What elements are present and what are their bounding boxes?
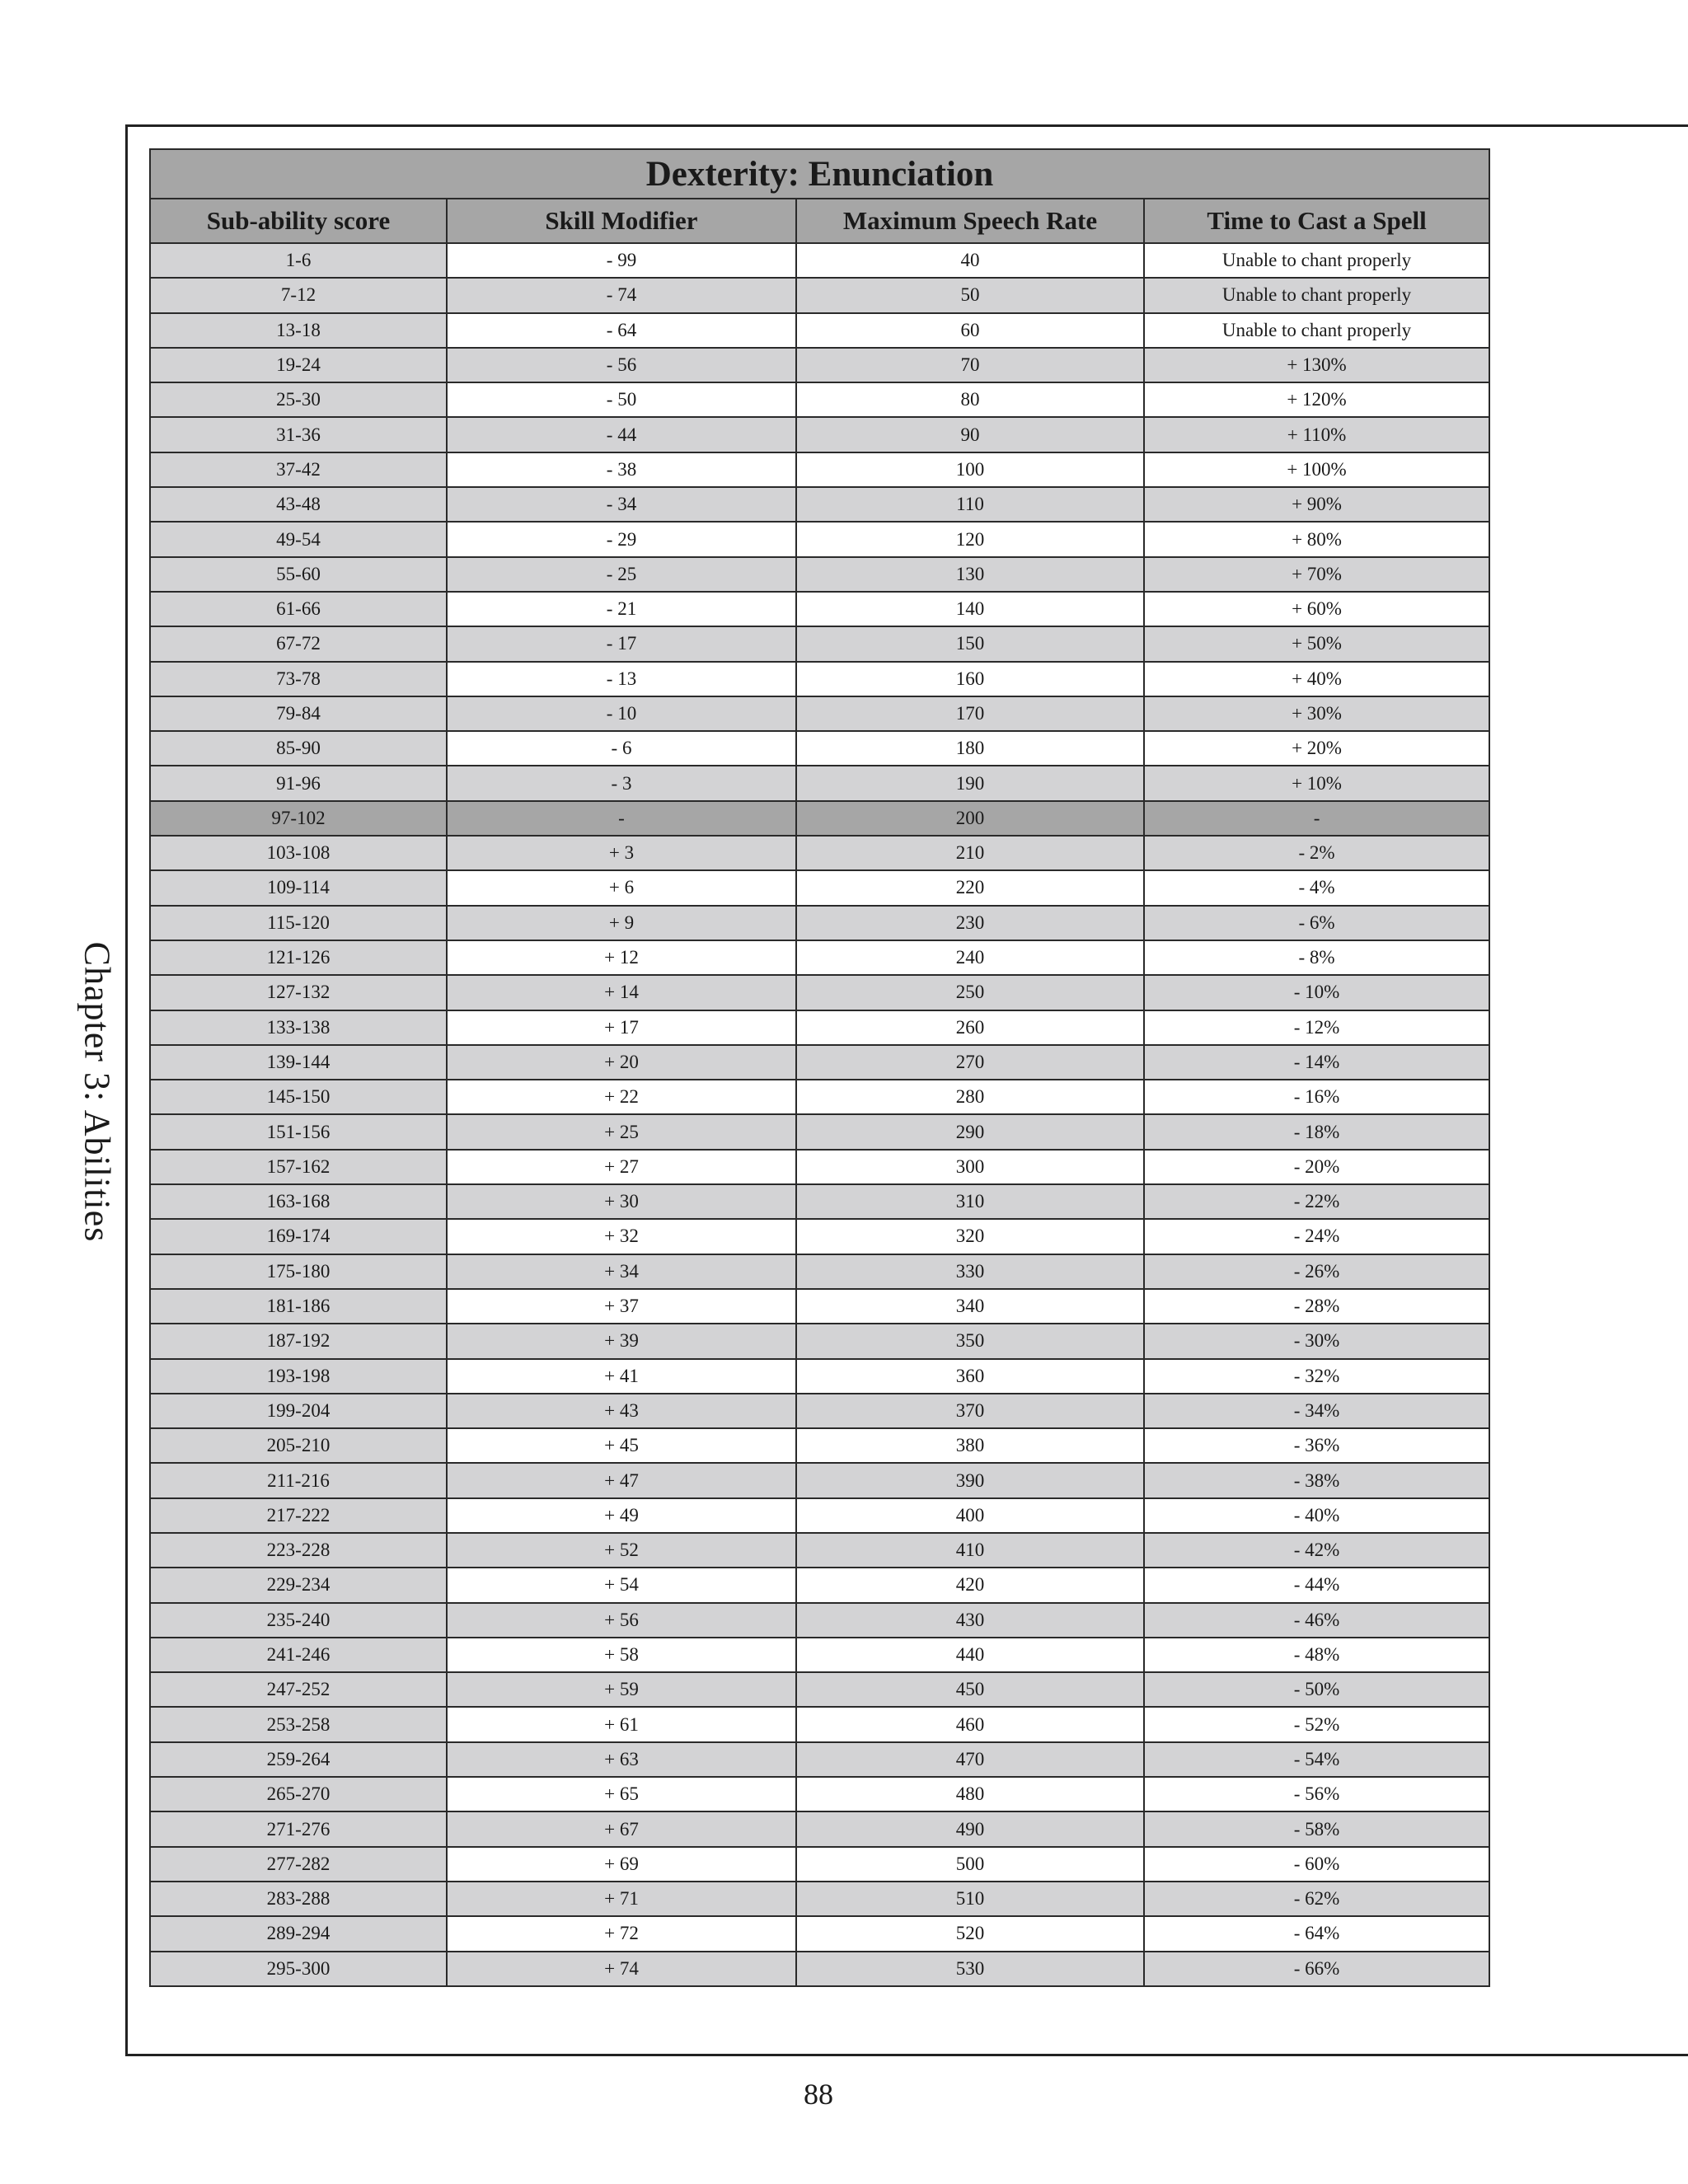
cell-sub-ability-score: 187-192 <box>150 1324 447 1358</box>
cell-skill-modifier: + 56 <box>447 1603 796 1638</box>
header-sub-ability-score: Sub-ability score <box>150 199 447 243</box>
cell-speech-rate: 200 <box>796 801 1144 836</box>
cell-speech-rate: 290 <box>796 1114 1144 1149</box>
cell-cast-time: - 20% <box>1144 1150 1489 1184</box>
cell-sub-ability-score: 85-90 <box>150 731 447 766</box>
table-row <box>150 1010 1489 1045</box>
cell-cast-time: - 46% <box>1144 1603 1489 1638</box>
cell-skill-modifier: - 74 <box>447 278 796 312</box>
cell-speech-rate: 90 <box>796 417 1144 452</box>
cell-skill-modifier: + 32 <box>447 1219 796 1254</box>
cell-speech-rate: 110 <box>796 487 1144 522</box>
cell-sub-ability-score: 37-42 <box>150 452 447 487</box>
cell-cast-time: - 62% <box>1144 1882 1489 1916</box>
table-row <box>150 1254 1489 1289</box>
cell-sub-ability-score: 283-288 <box>150 1882 447 1916</box>
table-row <box>150 1603 1489 1638</box>
cell-sub-ability-score: 25-30 <box>150 382 447 417</box>
table-title: Dexterity: Enunciation <box>150 149 1489 199</box>
cell-speech-rate: 520 <box>796 1916 1144 1951</box>
cell-skill-modifier: + 12 <box>447 940 796 975</box>
cell-speech-rate: 390 <box>796 1463 1144 1497</box>
table-row <box>150 452 1489 487</box>
cell-skill-modifier: - 38 <box>447 452 796 487</box>
table-row <box>150 1463 1489 1497</box>
cell-speech-rate: 370 <box>796 1394 1144 1428</box>
cell-sub-ability-score: 91-96 <box>150 766 447 800</box>
table-row <box>150 1114 1489 1149</box>
cell-skill-modifier: - 64 <box>447 313 796 348</box>
table-row <box>150 487 1489 522</box>
cell-sub-ability-score: 7-12 <box>150 278 447 312</box>
cell-sub-ability-score: 79-84 <box>150 696 447 731</box>
cell-cast-time: Unable to chant properly <box>1144 313 1489 348</box>
cell-speech-rate: 480 <box>796 1777 1144 1811</box>
table-row <box>150 1707 1489 1741</box>
cell-sub-ability-score: 67-72 <box>150 626 447 661</box>
cell-speech-rate: 460 <box>796 1707 1144 1741</box>
cell-speech-rate: 410 <box>796 1533 1144 1568</box>
cell-speech-rate: 100 <box>796 452 1144 487</box>
cell-sub-ability-score: 61-66 <box>150 592 447 626</box>
cell-skill-modifier: + 69 <box>447 1847 796 1882</box>
table-row <box>150 1080 1489 1114</box>
cell-speech-rate: 330 <box>796 1254 1144 1289</box>
table-row <box>150 1568 1489 1602</box>
cell-cast-time: + 110% <box>1144 417 1489 452</box>
cell-cast-time: + 50% <box>1144 626 1489 661</box>
cell-speech-rate: 450 <box>796 1672 1144 1707</box>
cell-sub-ability-score: 157-162 <box>150 1150 447 1184</box>
header-maximum-speech-rate: Maximum Speech Rate <box>796 199 1144 243</box>
cell-cast-time: + 60% <box>1144 592 1489 626</box>
cell-cast-time: - 12% <box>1144 1010 1489 1045</box>
cell-skill-modifier: + 37 <box>447 1289 796 1324</box>
cell-sub-ability-score: 247-252 <box>150 1672 447 1707</box>
cell-cast-time: - 8% <box>1144 940 1489 975</box>
cell-speech-rate: 50 <box>796 278 1144 312</box>
cell-sub-ability-score: 49-54 <box>150 522 447 556</box>
cell-skill-modifier: + 54 <box>447 1568 796 1602</box>
table-row <box>150 522 1489 556</box>
cell-cast-time: - 14% <box>1144 1045 1489 1080</box>
cell-sub-ability-score: 145-150 <box>150 1080 447 1114</box>
cell-cast-time: + 30% <box>1144 696 1489 731</box>
cell-sub-ability-score: 121-126 <box>150 940 447 975</box>
table-row <box>150 1394 1489 1428</box>
cell-cast-time: - 38% <box>1144 1463 1489 1497</box>
table-row <box>150 1916 1489 1951</box>
cell-speech-rate: 210 <box>796 836 1144 870</box>
table-row <box>150 906 1489 940</box>
table-row <box>150 417 1489 452</box>
cell-skill-modifier: + 71 <box>447 1882 796 1916</box>
cell-sub-ability-score: 211-216 <box>150 1463 447 1497</box>
table-row <box>150 1428 1489 1463</box>
table-row <box>150 592 1489 626</box>
cell-skill-modifier: + 52 <box>447 1533 796 1568</box>
cell-skill-modifier: - 29 <box>447 522 796 556</box>
cell-sub-ability-score: 163-168 <box>150 1184 447 1219</box>
table-row <box>150 1742 1489 1777</box>
cell-speech-rate: 350 <box>796 1324 1144 1358</box>
table-row <box>150 1811 1489 1846</box>
cell-speech-rate: 280 <box>796 1080 1144 1114</box>
cell-sub-ability-score: 259-264 <box>150 1742 447 1777</box>
cell-speech-rate: 120 <box>796 522 1144 556</box>
cell-skill-modifier: + 72 <box>447 1916 796 1951</box>
table-row <box>150 1184 1489 1219</box>
cell-speech-rate: 310 <box>796 1184 1144 1219</box>
cell-skill-modifier: + 3 <box>447 836 796 870</box>
cell-skill-modifier: - <box>447 801 796 836</box>
cell-skill-modifier: - 10 <box>447 696 796 731</box>
cell-cast-time: - 66% <box>1144 1952 1489 1986</box>
cell-skill-modifier: + 17 <box>447 1010 796 1045</box>
table-row <box>150 940 1489 975</box>
cell-skill-modifier: + 27 <box>447 1150 796 1184</box>
table-header-row <box>150 199 1489 243</box>
table-row <box>150 348 1489 382</box>
cell-skill-modifier: + 14 <box>447 975 796 1010</box>
cell-sub-ability-score: 175-180 <box>150 1254 447 1289</box>
table-row <box>150 766 1489 800</box>
cell-cast-time: - 64% <box>1144 1916 1489 1951</box>
cell-skill-modifier: - 50 <box>447 382 796 417</box>
cell-cast-time: + 70% <box>1144 557 1489 592</box>
table-row <box>150 1498 1489 1533</box>
page-number: 88 <box>804 2078 833 2111</box>
table-title-row <box>150 149 1489 199</box>
cell-cast-time: - 16% <box>1144 1080 1489 1114</box>
cell-skill-modifier: + 58 <box>447 1638 796 1672</box>
cell-skill-modifier: + 25 <box>447 1114 796 1149</box>
cell-cast-time: + 120% <box>1144 382 1489 417</box>
table-row <box>150 1777 1489 1811</box>
cell-speech-rate: 130 <box>796 557 1144 592</box>
cell-skill-modifier: + 22 <box>447 1080 796 1114</box>
cell-sub-ability-score: 133-138 <box>150 1010 447 1045</box>
table-row <box>150 662 1489 696</box>
cell-cast-time: + 130% <box>1144 348 1489 382</box>
cell-cast-time: - 40% <box>1144 1498 1489 1533</box>
cell-speech-rate: 430 <box>796 1603 1144 1638</box>
cell-cast-time: - 36% <box>1144 1428 1489 1463</box>
table-row <box>150 1045 1489 1080</box>
cell-cast-time: - 26% <box>1144 1254 1489 1289</box>
cell-cast-time: + 100% <box>1144 452 1489 487</box>
table-row <box>150 278 1489 312</box>
cell-sub-ability-score: 217-222 <box>150 1498 447 1533</box>
table-row <box>150 1638 1489 1672</box>
cell-speech-rate: 500 <box>796 1847 1144 1882</box>
cell-skill-modifier: - 17 <box>447 626 796 661</box>
cell-sub-ability-score: 169-174 <box>150 1219 447 1254</box>
cell-skill-modifier: - 3 <box>447 766 796 800</box>
cell-sub-ability-score: 1-6 <box>150 243 447 278</box>
cell-speech-rate: 80 <box>796 382 1144 417</box>
cell-skill-modifier: + 43 <box>447 1394 796 1428</box>
table-row <box>150 1359 1489 1394</box>
cell-sub-ability-score: 19-24 <box>150 348 447 382</box>
cell-cast-time: - <box>1144 801 1489 836</box>
table-row <box>150 1847 1489 1882</box>
table-row <box>150 975 1489 1010</box>
cell-cast-time: + 80% <box>1144 522 1489 556</box>
cell-speech-rate: 220 <box>796 870 1144 905</box>
header-skill-modifier: Skill Modifier <box>447 199 796 243</box>
table-row <box>150 626 1489 661</box>
cell-skill-modifier: + 6 <box>447 870 796 905</box>
cell-speech-rate: 340 <box>796 1289 1144 1324</box>
cell-sub-ability-score: 97-102 <box>150 801 447 836</box>
cell-skill-modifier: - 56 <box>447 348 796 382</box>
cell-sub-ability-score: 235-240 <box>150 1603 447 1638</box>
table-body <box>150 243 1489 1986</box>
cell-sub-ability-score: 13-18 <box>150 313 447 348</box>
cell-sub-ability-score: 199-204 <box>150 1394 447 1428</box>
cell-skill-modifier: + 30 <box>447 1184 796 1219</box>
cell-sub-ability-score: 43-48 <box>150 487 447 522</box>
cell-sub-ability-score: 73-78 <box>150 662 447 696</box>
cell-sub-ability-score: 295-300 <box>150 1952 447 1986</box>
cell-sub-ability-score: 139-144 <box>150 1045 447 1080</box>
cell-cast-time: - 30% <box>1144 1324 1489 1358</box>
cell-cast-time: - 48% <box>1144 1638 1489 1672</box>
table-row <box>150 1952 1489 1986</box>
cell-skill-modifier: + 34 <box>447 1254 796 1289</box>
cell-speech-rate: 190 <box>796 766 1144 800</box>
cell-sub-ability-score: 193-198 <box>150 1359 447 1394</box>
table-row <box>150 836 1489 870</box>
cell-skill-modifier: - 25 <box>447 557 796 592</box>
cell-speech-rate: 70 <box>796 348 1144 382</box>
cell-skill-modifier: + 41 <box>447 1359 796 1394</box>
table-row <box>150 243 1489 278</box>
cell-speech-rate: 470 <box>796 1742 1144 1777</box>
cell-speech-rate: 400 <box>796 1498 1144 1533</box>
chapter-label: Chapter 3: Abilities <box>77 941 118 1243</box>
cell-skill-modifier: + 9 <box>447 906 796 940</box>
cell-speech-rate: 240 <box>796 940 1144 975</box>
cell-speech-rate: 530 <box>796 1952 1144 1986</box>
cell-speech-rate: 420 <box>796 1568 1144 1602</box>
table-row <box>150 696 1489 731</box>
table-row <box>150 1289 1489 1324</box>
cell-speech-rate: 490 <box>796 1811 1144 1846</box>
table-row <box>150 1324 1489 1358</box>
cell-speech-rate: 380 <box>796 1428 1144 1463</box>
cell-sub-ability-score: 241-246 <box>150 1638 447 1672</box>
cell-cast-time: + 10% <box>1144 766 1489 800</box>
cell-skill-modifier: - 6 <box>447 731 796 766</box>
cell-cast-time: - 58% <box>1144 1811 1489 1846</box>
table-row <box>150 1533 1489 1568</box>
table-row <box>150 313 1489 348</box>
cell-cast-time: - 60% <box>1144 1847 1489 1882</box>
table-row <box>150 870 1489 905</box>
cell-speech-rate: 60 <box>796 313 1144 348</box>
cell-speech-rate: 230 <box>796 906 1144 940</box>
cell-cast-time: + 20% <box>1144 731 1489 766</box>
cell-sub-ability-score: 271-276 <box>150 1811 447 1846</box>
cell-sub-ability-score: 103-108 <box>150 836 447 870</box>
cell-sub-ability-score: 115-120 <box>150 906 447 940</box>
cell-sub-ability-score: 55-60 <box>150 557 447 592</box>
cell-cast-time: - 10% <box>1144 975 1489 1010</box>
cell-skill-modifier: - 99 <box>447 243 796 278</box>
cell-skill-modifier: - 13 <box>447 662 796 696</box>
cell-sub-ability-score: 205-210 <box>150 1428 447 1463</box>
cell-cast-time: - 4% <box>1144 870 1489 905</box>
cell-cast-time: - 24% <box>1144 1219 1489 1254</box>
table-row <box>150 1882 1489 1916</box>
cell-skill-modifier: + 61 <box>447 1707 796 1741</box>
cell-skill-modifier: + 67 <box>447 1811 796 1846</box>
cell-speech-rate: 160 <box>796 662 1144 696</box>
cell-skill-modifier: + 39 <box>447 1324 796 1358</box>
cell-cast-time: - 6% <box>1144 906 1489 940</box>
cell-cast-time: Unable to chant properly <box>1144 278 1489 312</box>
cell-sub-ability-score: 229-234 <box>150 1568 447 1602</box>
cell-sub-ability-score: 109-114 <box>150 870 447 905</box>
table-row <box>150 382 1489 417</box>
table-row <box>150 1150 1489 1184</box>
cell-skill-modifier: + 45 <box>447 1428 796 1463</box>
cell-sub-ability-score: 223-228 <box>150 1533 447 1568</box>
cell-cast-time: - 32% <box>1144 1359 1489 1394</box>
cell-sub-ability-score: 253-258 <box>150 1707 447 1741</box>
cell-speech-rate: 170 <box>796 696 1144 731</box>
cell-skill-modifier: + 63 <box>447 1742 796 1777</box>
cell-cast-time: - 2% <box>1144 836 1489 870</box>
cell-cast-time: - 22% <box>1144 1184 1489 1219</box>
cell-sub-ability-score: 277-282 <box>150 1847 447 1882</box>
cell-speech-rate: 300 <box>796 1150 1144 1184</box>
cell-cast-time: + 90% <box>1144 487 1489 522</box>
cell-sub-ability-score: 31-36 <box>150 417 447 452</box>
cell-sub-ability-score: 289-294 <box>150 1916 447 1951</box>
cell-speech-rate: 250 <box>796 975 1144 1010</box>
cell-skill-modifier: + 59 <box>447 1672 796 1707</box>
cell-cast-time: - 18% <box>1144 1114 1489 1149</box>
cell-sub-ability-score: 127-132 <box>150 975 447 1010</box>
cell-cast-time: - 28% <box>1144 1289 1489 1324</box>
cell-speech-rate: 140 <box>796 592 1144 626</box>
cell-speech-rate: 440 <box>796 1638 1144 1672</box>
cell-speech-rate: 40 <box>796 243 1144 278</box>
cell-sub-ability-score: 181-186 <box>150 1289 447 1324</box>
cell-speech-rate: 510 <box>796 1882 1144 1916</box>
cell-cast-time: - 42% <box>1144 1533 1489 1568</box>
cell-skill-modifier: - 34 <box>447 487 796 522</box>
cell-cast-time: - 52% <box>1144 1707 1489 1741</box>
cell-skill-modifier: + 20 <box>447 1045 796 1080</box>
cell-cast-time: - 34% <box>1144 1394 1489 1428</box>
cell-cast-time: - 54% <box>1144 1742 1489 1777</box>
cell-skill-modifier: - 21 <box>447 592 796 626</box>
table-row <box>150 1672 1489 1707</box>
cell-speech-rate: 320 <box>796 1219 1144 1254</box>
cell-skill-modifier: + 65 <box>447 1777 796 1811</box>
enunciation-table <box>149 148 1490 1987</box>
header-time-to-cast: Time to Cast a Spell <box>1144 199 1489 243</box>
cell-speech-rate: 270 <box>796 1045 1144 1080</box>
cell-speech-rate: 180 <box>796 731 1144 766</box>
cell-cast-time: - 56% <box>1144 1777 1489 1811</box>
cell-skill-modifier: - 44 <box>447 417 796 452</box>
cell-sub-ability-score: 151-156 <box>150 1114 447 1149</box>
table-row <box>150 731 1489 766</box>
table-row <box>150 801 1489 836</box>
table-row <box>150 1219 1489 1254</box>
cell-cast-time: + 40% <box>1144 662 1489 696</box>
cell-speech-rate: 150 <box>796 626 1144 661</box>
table-row <box>150 557 1489 592</box>
cell-skill-modifier: + 74 <box>447 1952 796 1986</box>
cell-skill-modifier: + 49 <box>447 1498 796 1533</box>
cell-speech-rate: 260 <box>796 1010 1144 1045</box>
cell-cast-time: - 50% <box>1144 1672 1489 1707</box>
cell-skill-modifier: + 47 <box>447 1463 796 1497</box>
cell-cast-time: - 44% <box>1144 1568 1489 1602</box>
cell-sub-ability-score: 265-270 <box>150 1777 447 1811</box>
cell-speech-rate: 360 <box>796 1359 1144 1394</box>
cell-cast-time: Unable to chant properly <box>1144 243 1489 278</box>
